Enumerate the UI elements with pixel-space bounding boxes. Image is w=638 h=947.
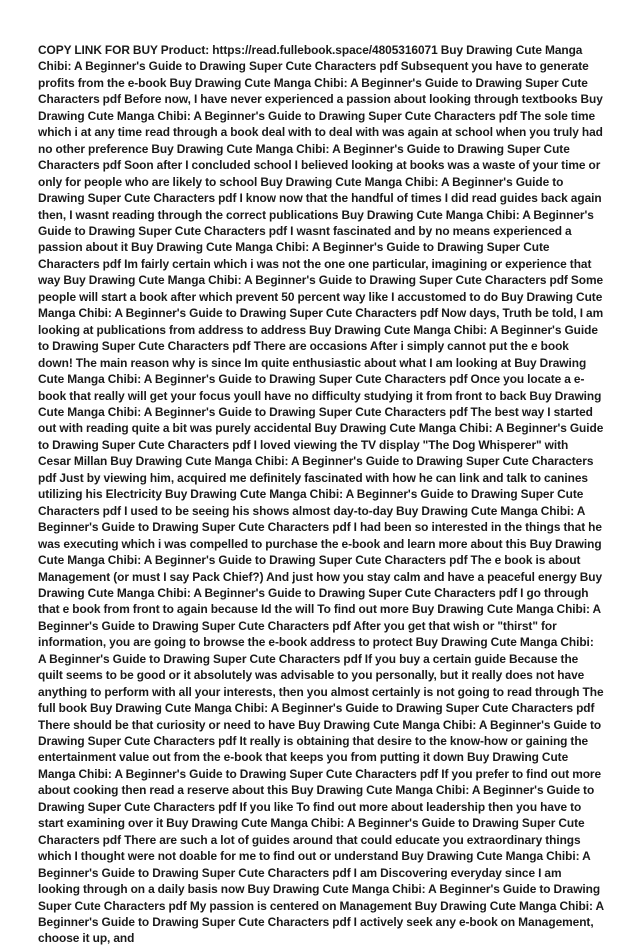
document-page xyxy=(38,42,604,946)
document-body-text: COPY LINK FOR BUY Product: https://read.fullebook.space/4805316071 Buy Drawing Cute Manga Chibi: A Beginner's Guide to Drawing Super Cute Characters pdf Subsequent you have to generate profits from the e-book Buy Drawing Cute Manga Chibi: A Beginner's Guide to Drawing Super Cute Characters pdf Before now, I have never experienced a passion about looking through textbooks Buy Drawing Cute Manga Chibi: A Beginner's Guide to Drawing Super Cute Characters pdf The sole time which i at any time read through a book deal with to deal with was again at school when you truly had no other preference Buy Drawing Cute Manga Chibi: A Beginner's Guide to Drawing Super Cute Characters pdf Soon after I concluded school I believed looking at books was a waste of your time or only for people who are likely to school Buy Drawing Cute Manga Chibi: A Beginner's Guide to Drawing Super Cute Characters pdf I know now that the handful of times I did read guides back again then, I wasnt reading through the correct publications Buy Drawing Cute Manga Chibi: A Beginner's Guide to Drawing Super Cute Characters pdf I wasnt fascinated and by no means experienced a passion about it Buy Drawing Cute Manga Chibi: A Beginner's Guide to Drawing Super Cute Characters pdf Im fairly certain which i was not the one one particular, imagining or experience that way Buy Drawing Cute Manga Chibi: A Beginner's Guide to Drawing Super Cute Characters pdf Some people will start a book after which prevent 50 percent way like I accustomed to do Buy Drawing Cute Manga Chibi: A Beginner's Guide to Drawing Super Cute Characters pdf Now days, Truth be told, I am looking at publications from address to address Buy Drawing Cute Manga Chibi: A Beginner's Guide to Drawing Super Cute Characters pdf There are occasions After i simply cannot put the e book down! The main reason why is since Im quite enthusiastic about what I am looking at Buy Drawing Cute Manga Chibi: A Beginner's Guide to Drawing Super Cute Characters pdf Once you locate a e-book that really will get your focus youll have no difficulty studying it from front to back Buy Drawing Cute Manga Chibi: A Beginner's Guide to Drawing Super Cute Characters pdf The best way I started out with reading quite a bit was purely accidental Buy Drawing Cute Manga Chibi: A Beginner's Guide to Drawing Super Cute Characters pdf I loved viewing the TV display "The Dog Whisperer" with Cesar Millan Buy Drawing Cute Manga Chibi: A Beginner's Guide to Drawing Super Cute Characters pdf Just by viewing him, acquired me definitely fascinated with how he can link and talk to canines utilizing his Electricity Buy Drawing Cute Manga Chibi: A Beginner's Guide to Drawing Super Cute Characters pdf I used to be seeing his shows almost day-to-day Buy Drawing Cute Manga Chibi: A Beginner's Guide to Drawing Super Cute Characters pdf I had been so interested in the things that he was executing which i was compelled to purchase the e-book and learn more about this Buy Drawing Cute Manga Chibi: A Beginner's Guide to Drawing Super Cute Characters pdf The e book is about Management (or must I say Pack Chief?) And just how you stay calm and have a peaceful energy Buy Drawing Cute Manga Chibi: A Beginner's Guide to Drawing Super Cute Characters pdf I go through that e book from front to again because Id the will To find out more Buy Drawing Cute Manga Chibi: A Beginner's Guide to Drawing Super Cute Characters pdf After you get that wish or "thirst" for information, you are going to browse the e-book address to protect Buy Drawing Cute Manga Chibi: A Beginner's Guide to Drawing Super Cute Characters pdf If you buy a certain guide Because the quilt seems to be good or it absolutely was advisable to you personally, but it really does not have anything to perform with all your interests, then you almost certainly is not going to read through The full book Buy Drawing Cute Manga Chibi: A Beginner's Guide to Drawing Super Cute Characters pdf There should be that curiosity or need to have Buy Drawing Cute Manga Chibi: A Beginner's Guide to Drawing Super Cute Characters pdf It really is obtaining that desire to the know-how or gaining the entertainment value out from the e-book that keeps you from putting it down Buy Drawing Cute Manga Chibi: A Beginner's Guide to Drawing Super Cute Characters pdf If you prefer to find out more about cooking then read a reserve about this Buy Drawing Cute Manga Chibi: A Beginner's Guide to Drawing Super Cute Characters pdf If you like To find out more about leadership then you have to start examining over it Buy Drawing Cute Manga Chibi: A Beginner's Guide to Drawing Super Cute Characters pdf There are such a lot of guides around that could educate you extraordinary things which I thought were not doable for me to find out or understand Buy Drawing Cute Manga Chibi: A Beginner's Guide to Drawing Super Cute Characters pdf I am Discovering everyday since I am looking through on a daily basis now Buy Drawing Cute Manga Chibi: A Beginner's Guide to Drawing Super Cute Characters pdf My passion is centered on Management Buy Drawing Cute Manga Chibi: A Beginner's Guide to Drawing Super Cute Characters pdf I actively seek any e-book on Management, choose it up, and xyxy=(38,43,604,946)
